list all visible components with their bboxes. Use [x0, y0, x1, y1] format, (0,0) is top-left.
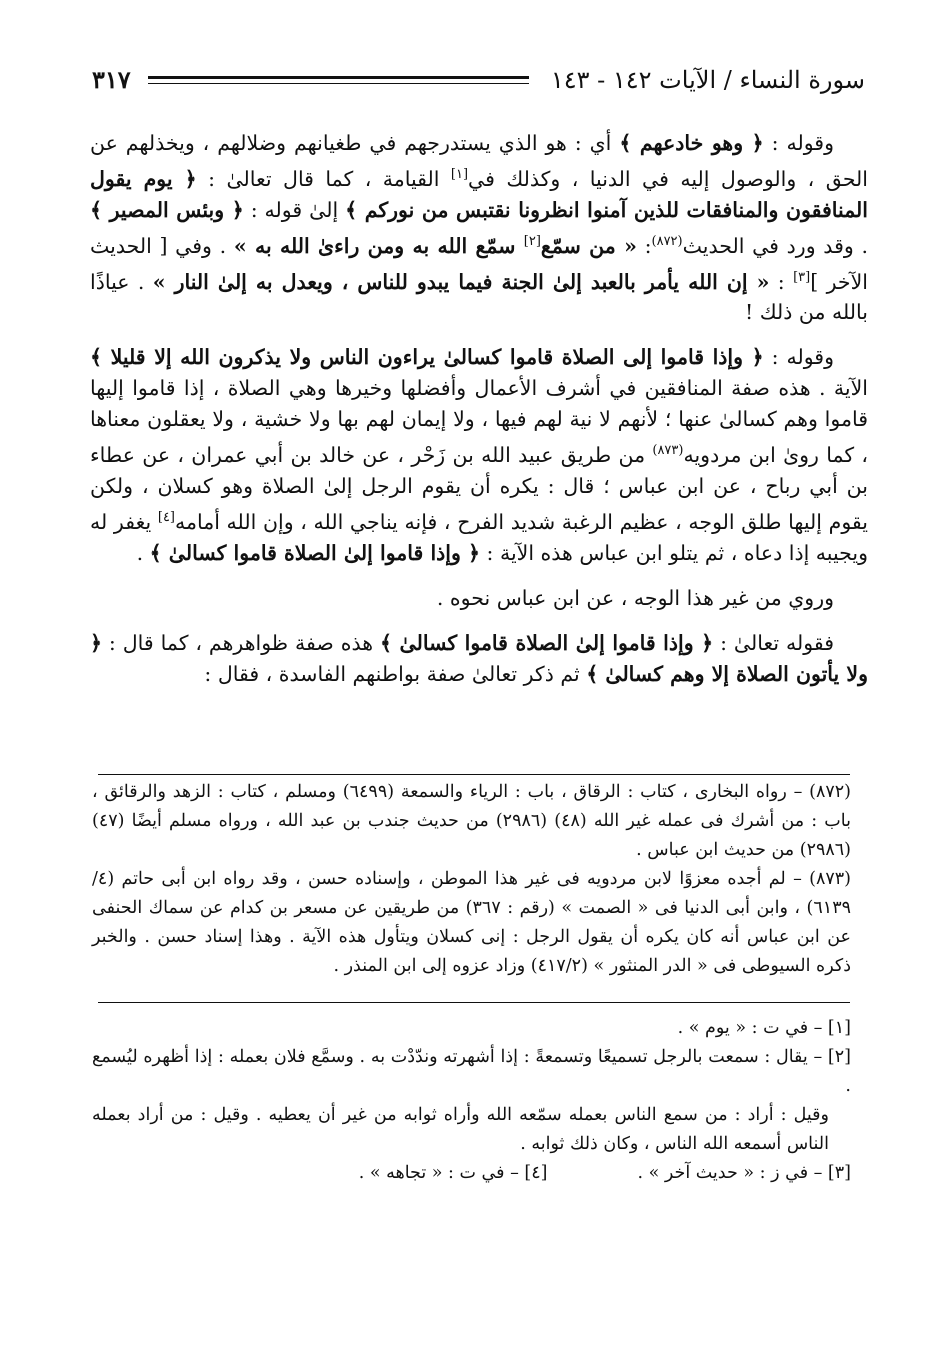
- text-segment: أي : هو الذي يستدرجهم في طغيانهم وضلالهم ، ويخذلهم عن الحق ، والوصول إليه في الدنيا ، وكذلك في: [90, 131, 868, 191]
- text-segment: . وفي [ الحديث الآخر ]: [90, 233, 868, 294]
- footnote-872: (٨٧٢) – رواه البخارى ، كتاب : الرقاق ، باب : الرياء والسمعة (٦٤٩٩) ومسلم ، كتاب : الزهد والرقائق ، باب : من أشرك فى عمله غير الله (٤٨) (٢٩٨٦) من حديث جندب بن عبد الله ، ورواه مسلم أيضًا (٤٧) (٢٩٨٦) من حديث ابن عباس .: [92, 782, 851, 860]
- quran-or-hadith-quote: ﴿ وإذا قاموا إلىٰ الصلاة قاموا كسالىٰ ﴾: [379, 631, 714, 656]
- quran-or-hadith-quote: ﴿ وهو خادعهم ﴾: [619, 131, 764, 155]
- text-segment: من طريق عبيد الله بن زَحْر ، عن خالد بن أبي عمران ، عن عطاء بن أبي رباح ، عن ابن عباس ؛ قال : يكره أن يقوم الرجل إلىٰ الصلاة وهو كسلان ، ولكن يقوم إليها طلق الوجه ، عظيم الرغبة شديد الفرح ، فإنه يناجي الله ، وإن الله أمامه: [90, 443, 869, 535]
- text-segment: هذه صفة ظواهرهم ، كما قال :: [102, 631, 380, 656]
- footnote-marker: [٤]: [157, 510, 175, 526]
- text-segment: :: [769, 269, 794, 294]
- text-segment: إلىٰ قوله :: [243, 197, 346, 222]
- quran-or-hadith-quote: سمّع الله به ومن راءىٰ الله به »: [233, 233, 524, 258]
- text-segment: وقوله :: [763, 131, 834, 155]
- header-rule: [148, 76, 529, 79]
- footnote-2: [٢] – يقال : سمعت بالرجل تسميعًا وتسمعةً : إذا أشهرته وندّدْت به . وسمَّع فلان بعمله : إذا أظهره ليُسمع .: [92, 1047, 851, 1096]
- page-number: ٣١٧: [92, 65, 131, 94]
- footnote-3: [٣] – في ز : « حديث آخر » .: [637, 1163, 851, 1183]
- text-segment: ثم ذكر تعالىٰ صفة بواطنهم الفاسدة ، فقال :: [204, 662, 587, 687]
- quran-or-hadith-quote: ﴿ وإذا قاموا إلى الصلاة قاموا كسالىٰ يراءون الناس ولا يذكرون الله إلا قليلا ﴾: [90, 345, 764, 370]
- quran-or-hadith-quote: ﴿ وإذا قاموا إلىٰ الصلاة قاموا كسالىٰ ﴾: [149, 541, 481, 566]
- footnote-4: [٤] – في ت : « تجاهه » .: [358, 1163, 548, 1183]
- quran-or-hadith-quote: ﴿ يوم يقول المنافقون والمنافقات للذين آمنوا انظرونا نقتبس من نوركم ﴾: [90, 166, 868, 222]
- footnote-marker: (٨٧٣): [652, 443, 684, 459]
- text-segment: يغفر له ويجيبه إذا دعاه ، ثم يتلو ابن عباس هذه الآية :: [90, 510, 868, 566]
- footnote-rule: [98, 774, 850, 775]
- header-rule-thin: [148, 83, 529, 84]
- text-segment: . وقد ورد في الحديث: [682, 233, 868, 258]
- footnote-marker: [١]: [450, 167, 469, 182]
- paragraph: [90, 342, 868, 569]
- footnote-1: [١] – في ت : « يوم » .: [677, 1018, 851, 1038]
- footnote-rule-secondary: [98, 1002, 850, 1003]
- footnote-marker: [٣]: [793, 269, 811, 285]
- quran-or-hadith-quote: ﴿ ولا يأتون الصلاة إلا وهم كسالىٰ ﴾: [90, 631, 868, 687]
- surah-title: سورة النساء / الآيات ١٤٢ - ١٤٣: [550, 66, 865, 94]
- text-segment: :: [636, 233, 652, 258]
- footnote-row: [92, 1159, 851, 1188]
- text-segment: .: [136, 541, 150, 566]
- footnote-marker: [٢]: [523, 233, 541, 249]
- text-segment: وروي من غير هذا الوجه ، عن ابن عباس نحوه .: [436, 586, 834, 611]
- quran-or-hadith-quote: « إن الله يأمر بالعبد إلىٰ الجنة فيما يبدو للناس ، ويعدل به إلىٰ النار »: [152, 269, 770, 294]
- text-segment: القيامة ، كما قال تعالىٰ :: [196, 166, 451, 191]
- footnotes-variants: [92, 1014, 851, 1188]
- paragraph: [90, 583, 868, 614]
- text-segment: . عياذًا بالله من ذلك !: [90, 269, 868, 325]
- text-segment: فقوله تعالىٰ :: [713, 631, 834, 656]
- main-text: [90, 128, 868, 704]
- text-segment: الآية . هذه صفة المنافقين في أشرف الأعمال وأفضلها وخيرها وهي الصلاة ، إذا قاموا إليها قاموا وهم كسالىٰ عنها ؛ لأنهم لا نية لهم فيها ، ولا إيمان لهم بها ولا خشية ، ولا يعقلون معناها ، كما روىٰ ابن مردويه: [90, 376, 868, 468]
- paragraph: [90, 628, 868, 690]
- text-segment: وقوله :: [763, 345, 835, 370]
- footnote-2-continued: وقيل : أراد : من سمع الناس بعمله سمّعه الله وأراه ثوابه من غير أن يعطيه . وقيل : من أراد بعمله الناس أسمعه الله الناس ، وكان ذلك ثوابه .: [92, 1105, 829, 1154]
- footnote-873: (٨٧٣) – لم أجده معزوًا لابن مردويه فى غير هذا الموطن ، وإسناده حسن ، وقد رواه ابن أبى حاتم (٤/ ٦١٣٩) ، وابن أبى الدنيا فى « الصمت » (رقم : ٣٦٧) من طريقين عن مسعر بن كدام عن سماك الحنفى عن ابن عباس أنه كان يكره أن يقول الرجل : إنى كسلان ويتأول هذه الآية . وهذا إسناد حسن . والخبر ذكره السيوطى فى « الدر المنثور » (٤١٧/٢) وزاد عزوه إلى ابن المنذر .: [92, 869, 851, 976]
- quran-or-hadith-quote: « من سمّع: [540, 233, 637, 258]
- quran-or-hadith-quote: ﴿ وبئس المصير ﴾: [90, 197, 244, 222]
- footnotes-references: [92, 778, 851, 981]
- page-header: [92, 62, 865, 98]
- footnote-marker: (٨٧٢): [651, 233, 683, 249]
- paragraph: [90, 128, 868, 328]
